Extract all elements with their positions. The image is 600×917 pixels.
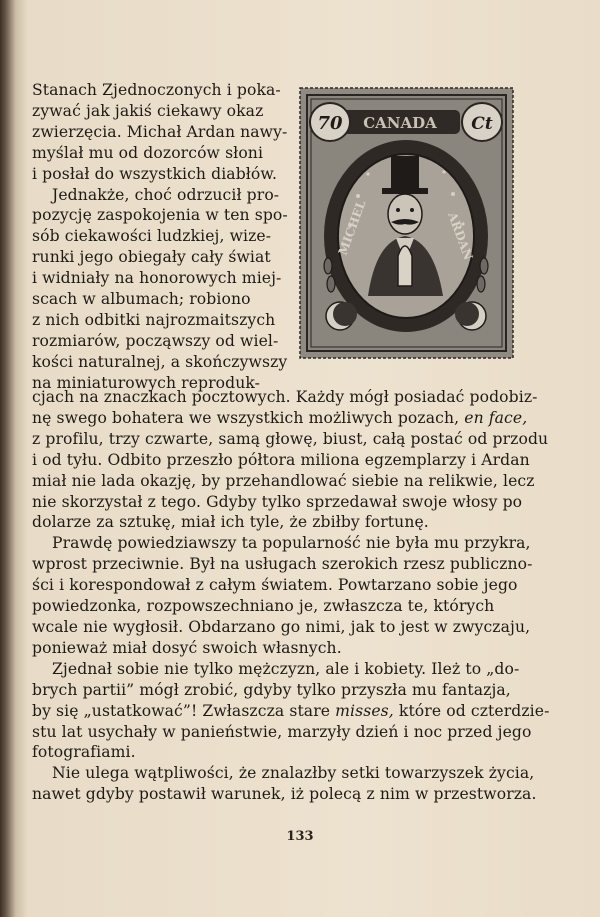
- stamp-country: CANADA: [363, 114, 437, 132]
- italic-term: misses,: [335, 701, 394, 720]
- text-line: zwierzęcia. Michał Ardan nawy-: [32, 122, 288, 141]
- text-line: pozycję zaspokojenia w ten spo-: [32, 206, 288, 225]
- text-line: brych partii” mógł zrobić, gdyby tylko przyszła mu fantazja,: [32, 680, 511, 699]
- text-line: ści i korespondował z całym światem. Powtarzano sobie jego: [32, 576, 518, 595]
- text-line: myślał mu od dozorców słoni: [32, 143, 264, 162]
- text-line: nę swego bohatera we wszystkich możliwych pozach, en face,: [32, 408, 528, 427]
- text-line: fotografiami.: [32, 743, 136, 762]
- text-line: Prawdę powiedziawszy ta popularność nie była mu przykra,: [52, 534, 531, 553]
- text-line: i widniały na honorowych miej-: [32, 269, 282, 288]
- text-line: i od tyłu. Odbito przeszło półtora miliona egzemplarzy i Ardan: [32, 450, 530, 469]
- main-column-text: [32, 387, 550, 805]
- text-line: na miniaturowych reproduk-: [32, 373, 261, 392]
- text-line: Jednakże, choć odrzucił pro-: [52, 185, 280, 204]
- text-line: rozmiarów, począwszy od wiel-: [32, 331, 279, 350]
- text-line: miał nie lada okazję, by przehandlować siebie na relikwie, lecz: [32, 471, 535, 490]
- text-line: wcale nie wygłosił. Obdarzano go nimi, jak to jest w zwyczaju,: [32, 617, 531, 636]
- text-line: Stanach Zjednoczonych i poka-: [32, 81, 281, 99]
- text-line: kości naturalnej, a skończywszy: [32, 352, 288, 371]
- text-line: powiedzonka, rozpowszechniano je, zwłaszcza te, których: [32, 597, 495, 616]
- stamp-unit: Ct: [471, 114, 493, 134]
- stamp-name-right: ARDAN: [445, 210, 476, 262]
- text-line: Zjednał sobie nie tylko mężczyzn, ale i kobiety. Ileż to „do-: [52, 659, 520, 678]
- text-line: stu lat usychały w panieństwie, marzyły dzień i noc przed jego: [32, 722, 532, 741]
- text-line: nie skorzystał z tego. Gdyby tylko sprzedawał swoje włosy po: [32, 492, 523, 511]
- postage-stamp-illustration: [298, 86, 515, 360]
- text-line: zywać jak jakiś ciekawy okaz: [32, 101, 264, 120]
- text-line: i posłał do wszystkich diabłów.: [32, 164, 278, 183]
- text-line: by się „ustatkować”! Zwłaszcza stare misses, które od czterdzie-: [32, 701, 550, 720]
- text-line: dolarze za sztukę, miał ich tyle, że zbiłby fortunę.: [32, 513, 429, 532]
- stamp-value: 70: [317, 113, 343, 134]
- text-line: z nich odbitki najrozmaitszych: [32, 310, 276, 329]
- side-column-text: [32, 80, 286, 394]
- text-line: Nie ulega wątpliwości, że znalazłby setki towarzyszek życia,: [52, 764, 535, 783]
- text-line: cjach na znaczkach pocztowych. Każdy mógł posiadać podobiz-: [32, 388, 538, 406]
- text-line: runki jego obiegały cały świat: [32, 248, 271, 267]
- text-line: ponieważ miał dosyć swoich własnych.: [32, 638, 342, 657]
- text-line: wprost przeciwnie. Był na usługach szerokich rzesz publiczno-: [32, 555, 533, 574]
- text-line: sób ciekawości ludzkiej, wize-: [32, 227, 272, 246]
- stamp-name-left: MICHEL: [335, 198, 369, 258]
- text-line: scach w albumach; robiono: [32, 290, 251, 309]
- text-line: z profilu, trzy czwarte, samą głowę, biust, całą postać od przodu: [32, 429, 549, 448]
- italic-term: en face,: [464, 408, 528, 427]
- text-line: nawet gdyby postawił warunek, iż polecą z nim w przestworza.: [32, 785, 537, 804]
- page-number: 133: [286, 829, 314, 844]
